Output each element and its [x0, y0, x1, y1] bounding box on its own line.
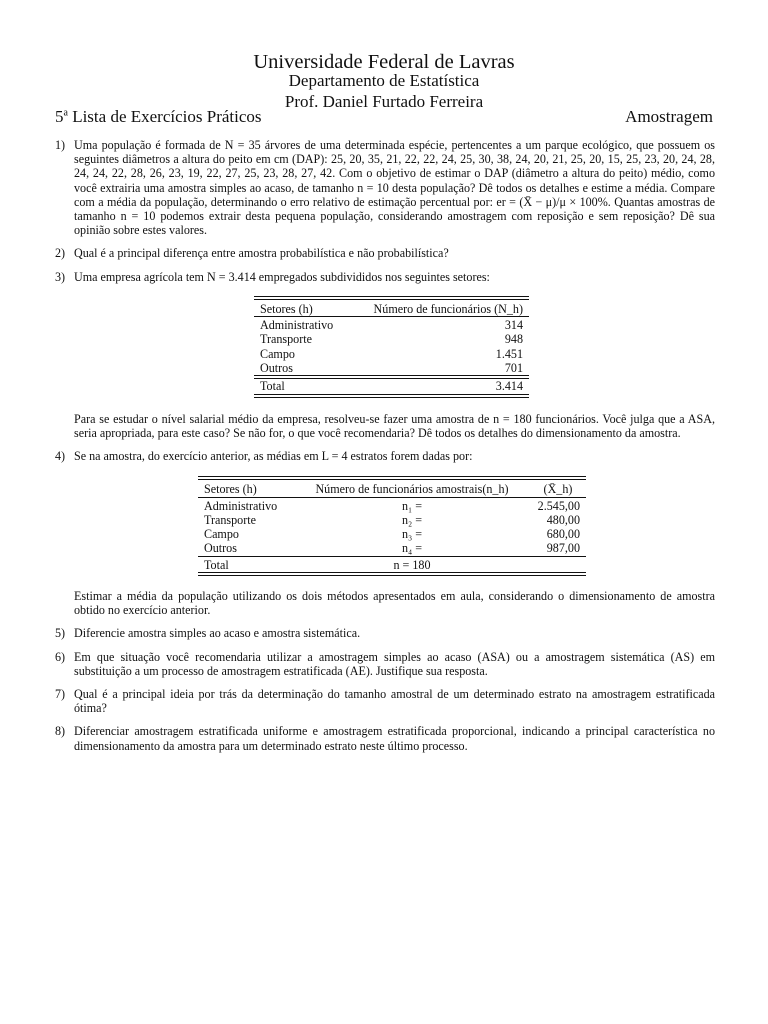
- table-header-cell: Setores (h): [204, 482, 257, 497]
- question-number: 1): [55, 138, 66, 152]
- table-total-row: [198, 558, 586, 572]
- table-row: [198, 541, 586, 556]
- table-cell: 2.545,00: [537, 498, 580, 513]
- employees-table: [254, 296, 529, 398]
- table-row: [198, 499, 586, 513]
- exercise-list: [55, 138, 715, 762]
- table-cell: Outros: [204, 541, 237, 556]
- university-title: Universidade Federal de Lavras: [253, 51, 515, 73]
- question-text: Diferenciar amostragem estratificada uniforme e amostragem estratificada proporcional, indicando a principal característica no dimensionamento da amostra para um determinado estrato neste último processo.: [74, 724, 715, 753]
- table-row: [254, 318, 529, 332]
- professor-name: Prof. Daniel Furtado Ferreira: [284, 92, 484, 111]
- question-4-followup: Estimar a média da população utilizando os dois métodos apresentados em aula, considerando o dimensionamento de amostra obtido no exercício anterior.: [74, 589, 715, 618]
- table-row: [254, 361, 529, 375]
- table-cell: 314: [504, 318, 523, 333]
- table-cell: Total: [204, 557, 229, 572]
- question-number: 6): [55, 649, 66, 664]
- table-header-cell: Número de funcionários amostrais(n_h): [315, 482, 509, 497]
- table-cell: n₃ =: [401, 527, 423, 542]
- table-cell: Total: [260, 379, 285, 394]
- list-title-text: Lista de Exercícios Práticos: [72, 107, 262, 126]
- table-row: [254, 332, 529, 346]
- question-2: [55, 246, 715, 260]
- table-cell: Campo: [260, 346, 295, 361]
- table-total-row: [254, 379, 529, 393]
- table-header-cell: Número de funcionários (N_h): [373, 301, 523, 316]
- table-cell: n = 180: [393, 557, 431, 572]
- table-cell: 948: [504, 332, 523, 347]
- list-number: 5: [55, 107, 64, 126]
- question-text: Uma empresa agrícola tem N = 3.414 empregados subdivididos nos seguintes setores:: [74, 269, 490, 284]
- question-text: Qual é a principal diferença entre amostra probabilística e não probabilística?: [74, 246, 449, 261]
- table-header-cell: (X̄_h): [543, 482, 573, 497]
- table-cell: 987,00: [546, 541, 580, 556]
- question-3-followup: Para se estudar o nível salarial médio da empresa, resolveu-se fazer uma amostra de n = 180 funcionários. Você julga que a ASA, seria apropriada, para este caso? Se não for, o que você recomendaria? Dê todos os detalhes do dimensionamento da amostra.: [74, 411, 715, 440]
- table-top-rule: [198, 476, 586, 480]
- question-1: [55, 138, 715, 237]
- question-3: [55, 270, 715, 284]
- table-cell: Campo: [204, 527, 239, 542]
- question-5: [55, 626, 715, 640]
- table-cell: Transporte: [204, 512, 256, 527]
- question-number: 2): [55, 246, 66, 261]
- question-number: 4): [55, 449, 66, 464]
- question-text: Diferencie amostra simples ao acaso e amostra sistemática.: [74, 626, 361, 641]
- question-8: [55, 724, 715, 752]
- table-cell: 680,00: [546, 527, 580, 542]
- table-cell: 480,00: [546, 512, 580, 527]
- table-header-cell: Setores (h): [260, 301, 313, 316]
- table-cell: Transporte: [260, 332, 312, 347]
- question-number: 7): [55, 687, 66, 702]
- question-text: Em que situação você recomendaria utilizar a amostragem simples ao acaso (ASA) ou a amostragem sistemática (AS) em substituição a um processo de amostragem estratificada (AE). Justifique sua resposta.: [74, 649, 715, 678]
- table-cell: 1.451: [495, 346, 523, 361]
- table-cell: [530, 558, 586, 572]
- table-bottom-rule: [198, 572, 586, 576]
- table-top-rule: [254, 296, 529, 300]
- sample-means-table: [198, 476, 586, 576]
- question-number: 5): [55, 626, 66, 641]
- table-cell: Administrativo: [204, 498, 278, 513]
- table-cell: Outros: [260, 361, 293, 376]
- question-text: Se na amostra, do exercício anterior, as médias em L = 4 estratos forem dadas por:: [74, 449, 473, 464]
- question-text: Uma população é formada de N = 35 árvores de uma determinada espécie, pertencentes a um parque ecológico, que possuem os seguintes diâmetros a altura do peito em cm (DAP): 25, 20, 35, 21, 22, 22, 24, 25, 30, 38, 24, 20, 21, 25, 20, 15, 25, 23, 20, 24, 28, 24, 24, 22, 28, 26, 23, 19, 22, 27, 25, 23, 28, 27, 42. Com o objetivo de estimar o DAP (diâmetro a altura do peito) médio, como você extrairia uma amostra simples ao acaso, de tamanho n = 10 desta população? Dê todos os detalhes e estime a média. Compare com a média da população, determinando o erro relativo de estimação percentual por: er = (X̄ − μ)/μ × 100%. Quantas amostras de tamanho n = 10 podemos extrair desta pequena população, considerando amostragem com reposição e sem reposição? Dê sua opinião sobre estes valores.: [74, 138, 715, 238]
- table-header-row: [198, 482, 586, 497]
- table-cell: n₁ =: [401, 498, 423, 513]
- question-text: Qual é a principal ideia por trás da determinação do tamanho amostral de um determinado estrato na amostragem estratificada ótima?: [74, 687, 715, 716]
- list-ordinal: a: [63, 107, 68, 119]
- table-bottom-rule: [254, 394, 529, 398]
- table-row: [198, 527, 586, 541]
- department-title: Departamento de Estatística: [288, 71, 480, 90]
- table-header-row: [254, 302, 529, 317]
- table-cell: Administrativo: [260, 318, 334, 333]
- table-cell: 701: [504, 361, 523, 376]
- question-number: 3): [55, 269, 66, 284]
- table-cell: 3.414: [495, 379, 523, 394]
- table-row: [254, 347, 529, 361]
- question-6: [55, 650, 715, 678]
- table-cell: n₄ =: [401, 541, 423, 556]
- table-row: [198, 513, 586, 527]
- topic-title: Amostragem: [625, 107, 713, 126]
- table-cell: n₂ =: [401, 512, 423, 527]
- question-4: [55, 449, 715, 463]
- question-number: 8): [55, 724, 66, 739]
- question-7: [55, 687, 715, 715]
- list-title: [55, 107, 262, 127]
